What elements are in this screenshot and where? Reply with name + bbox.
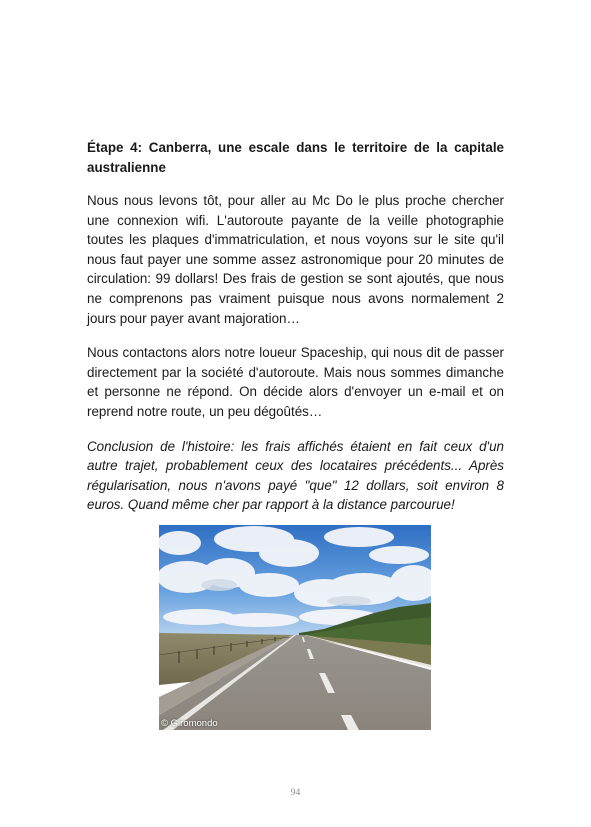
page-content (87, 138, 504, 530)
conclusion-paragraph: Conclusion de l'histoire: les frais affichés étaient en fait ceux d'un autre trajet, probablement ceux des locataires précédents... Après régularisation, nous n'avons payé "que" 12 dollars, soit environ 8 euros. Quand même cher par rapport à la distance parcourue! (87, 438, 504, 513)
paragraph-1: Nous nous levons tôt, pour aller au Mc Do le plus proche chercher une connexion wifi. L'autoroute payante de la veille photographie toutes les plaques d'immatriculation, et nous voyons sur le site qu'il nous faut payer une somme assez astronomique pour 20 minutes de circulation: 99 dollars! Des frais de gestion se sont ajoutés, que nous ne comprenons pas vraiment puisque nous avons normalement 2 jours pour payer avant majoration… (87, 193, 504, 326)
road-photo (159, 525, 431, 730)
photo-credit: © Giromondo (161, 718, 218, 729)
paragraph-2: Nous contactons alors notre loueur Spaceship, qui nous dit de passer directement par la société d'autoroute. Mais nous sommes dimanche et personne ne répond. On décide alors d'envoyer un e-mail et on reprend notre route, un peu dégoûtés… (87, 345, 504, 419)
road-photo-illustration (159, 525, 431, 730)
page-number: 94 (290, 788, 301, 798)
section-heading: Étape 4: Canberra, une escale dans le territoire de la capitale australienne (87, 140, 504, 175)
